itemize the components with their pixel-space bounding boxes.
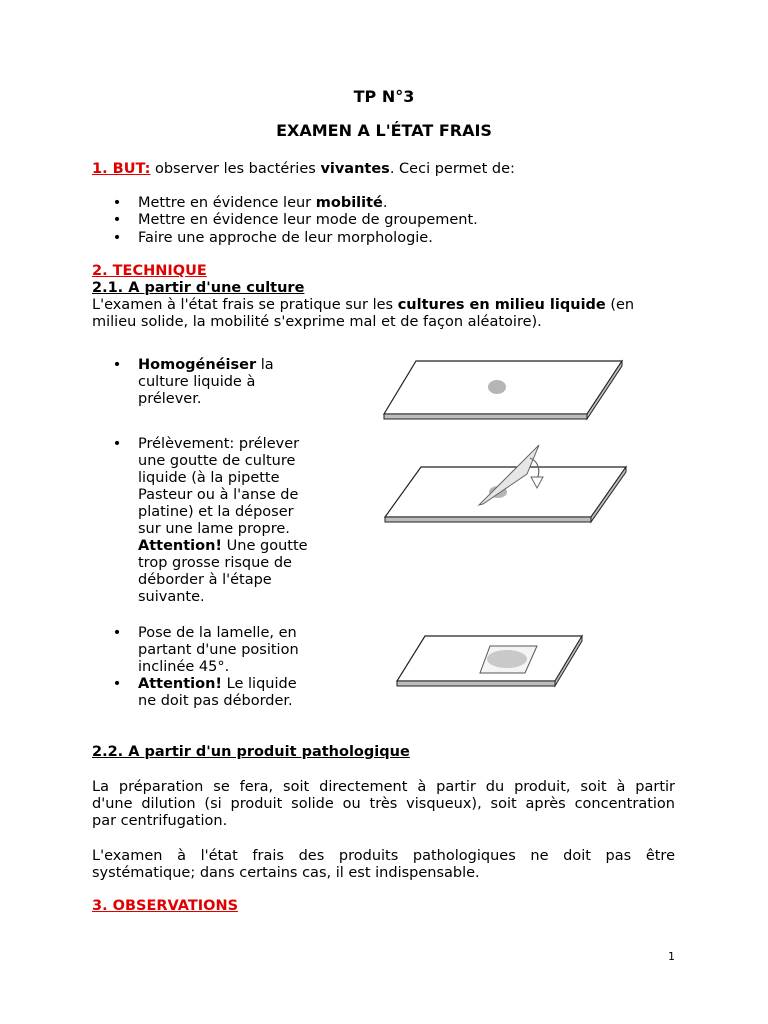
step2-attention-bold: Attention! <box>138 538 223 554</box>
step2-line8: trop grosse risque de <box>138 555 292 571</box>
step1-bold: Homogénéiser <box>138 357 257 373</box>
spread-liquid <box>487 650 527 668</box>
step3-line1: Pose de la lamelle, en <box>138 625 297 641</box>
step4-bold: Attention! <box>138 676 223 692</box>
step2-attention-text: Une goutte <box>222 538 308 554</box>
bullet-dot: • <box>112 357 122 373</box>
step2-line3: liquide (à la pipette <box>138 470 280 486</box>
list-item: Faire une approche de leur morphologie. <box>138 230 433 246</box>
slide-edge <box>384 414 587 419</box>
step1-line3: prélever. <box>138 391 202 407</box>
section1-intro-text: observer les bactéries <box>150 161 321 177</box>
step2-attention <box>138 538 308 555</box>
step1-text: la <box>256 357 274 373</box>
page-number-title: TP N°3 <box>353 87 415 106</box>
bullet-dot: • <box>112 195 122 211</box>
section1-intro <box>92 161 515 178</box>
step1-line1 <box>138 357 274 374</box>
subsection-2-2-para1-line2: d'une dilution (si produit solide ou très visqueux), soit après concentration <box>92 796 675 812</box>
step2-line1: Prélèvement: prélever <box>138 436 300 452</box>
step3-line2: partant d'une position <box>138 642 299 658</box>
subsection-2-2-para2-line2: systématique; dans certains cas, il est indispensable. <box>92 865 480 881</box>
step2-line5: platine) et la déposer <box>138 504 294 520</box>
list-item <box>138 195 388 212</box>
list-item: Mettre en évidence leur mode de groupement. <box>138 212 478 228</box>
bullet-dot: • <box>112 230 122 246</box>
bullet-dot: • <box>112 436 122 452</box>
step2-line4: Pasteur ou à l'anse de <box>138 487 299 503</box>
slide-with-drop-illustration <box>380 355 630 425</box>
step2-line2: une goutte de culture <box>138 453 296 469</box>
slide-edge <box>397 681 555 686</box>
section1-intro-bold: vivantes <box>320 161 390 177</box>
slide-with-coverslip-illustration <box>395 632 585 690</box>
subsection-2-2-para2-line1: L'examen à l'état frais des produits pathologiques ne doit pas être <box>92 848 675 864</box>
list-item-text: Mettre en évidence leur <box>138 195 316 211</box>
step3-line3: inclinée 45°. <box>138 659 230 675</box>
intro-bold: cultures en milieu liquide <box>397 297 606 313</box>
step2-line9: déborder à l'étape <box>138 572 272 588</box>
step1-line2: culture liquide à <box>138 374 256 390</box>
subsection-2-2-heading: 2.2. A partir d'un produit pathologique <box>92 744 410 760</box>
step4-line1 <box>138 676 297 693</box>
section3-heading: 3. OBSERVATIONS <box>92 898 239 914</box>
step4-text: Le liquide <box>222 676 297 692</box>
bullet-dot: • <box>112 625 122 641</box>
list-item-bold: mobilité <box>315 195 383 211</box>
subsection-2-1-heading: 2.1. A partir d'une culture <box>92 280 305 296</box>
step4-line2: ne doit pas déborder. <box>138 693 293 709</box>
subsection-2-1-intro-line2: milieu solide, la mobilité s'exprime mal et de façon aléatoire). <box>92 314 542 330</box>
list-item-end: . <box>382 195 388 211</box>
section1-heading: 1. BUT: <box>92 161 151 177</box>
subsection-2-1-intro-line1 <box>92 297 634 314</box>
culture-drop <box>488 380 506 394</box>
subsection-2-2-para1-line3: par centrifugation. <box>92 813 228 829</box>
section2-heading: 2. TECHNIQUE <box>92 263 207 279</box>
intro-text: L'examen à l'état frais se pratique sur les <box>92 297 398 313</box>
page-title: EXAMEN A L'ÉTAT FRAIS <box>276 121 492 140</box>
bullet-dot: • <box>112 676 122 692</box>
slide-with-pipette-illustration <box>380 440 630 525</box>
subsection-2-2-para1-line1: La préparation se fera, soit directement à partir du produit, soit à partir <box>92 779 675 795</box>
page-number: 1 <box>668 950 675 963</box>
intro-end: (en <box>605 297 635 313</box>
step2-line6: sur une lame propre. <box>138 521 290 537</box>
step2-line10: suivante. <box>138 589 205 605</box>
slide-edge <box>385 517 591 522</box>
bullet-dot: • <box>112 212 122 228</box>
section1-intro-end: . Ceci permet de: <box>389 161 515 177</box>
